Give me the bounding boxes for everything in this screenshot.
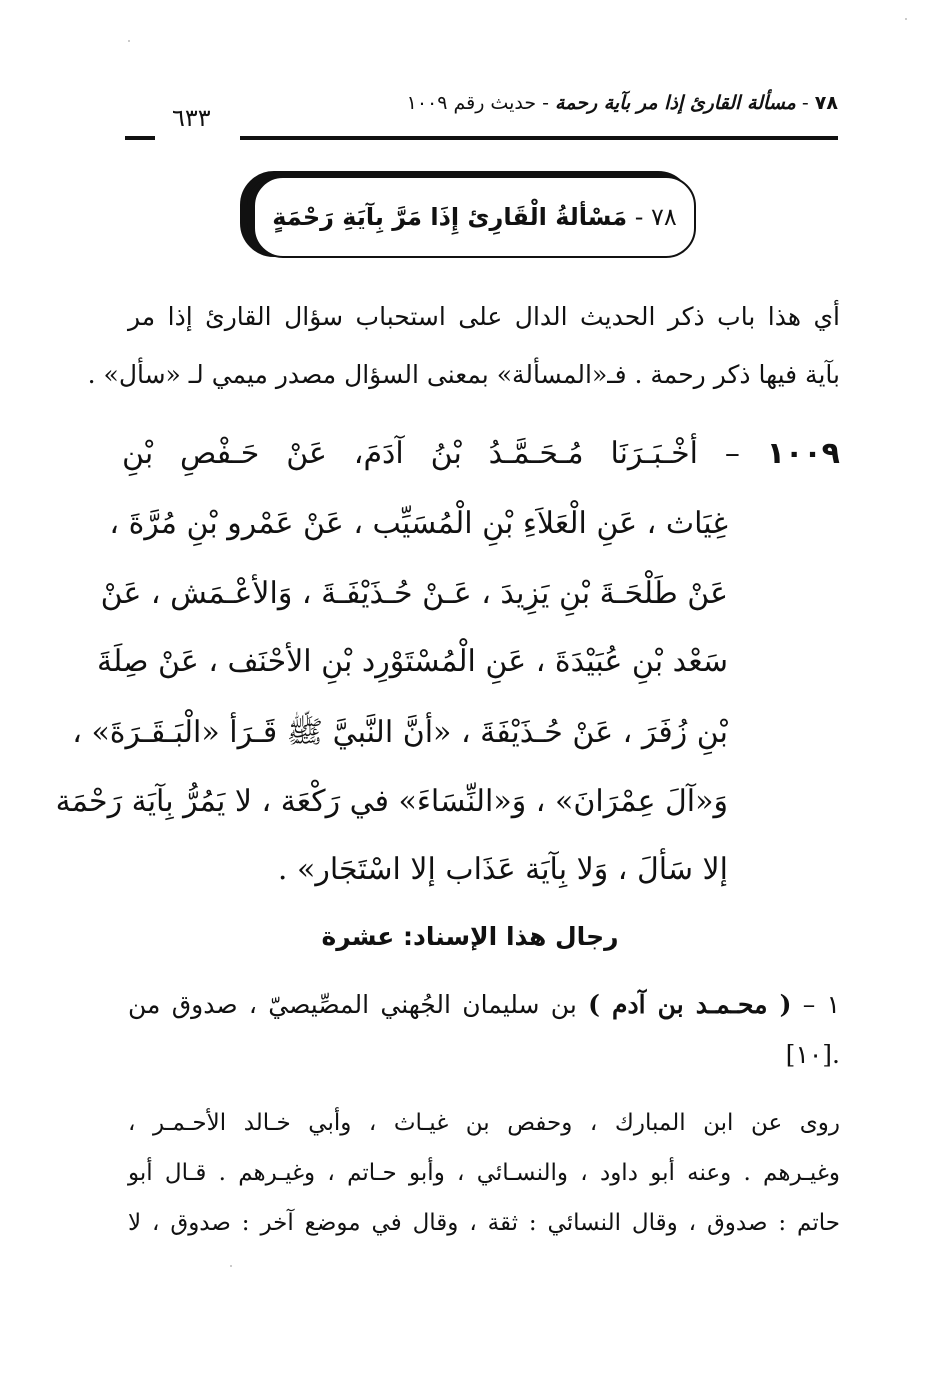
hadith-first-line	[122, 436, 840, 471]
chapter-title-text: مَسْألةُ الْقَارِئ إِذَا مَرَّ بِآيَةِ رَحْمَةٍ	[272, 203, 628, 231]
scan-speck	[128, 40, 130, 42]
intro-line: أي هذا باب ذكر الحديث الدال على استحباب سؤال القارئ إذا مر	[128, 302, 840, 331]
section-heading: رجال هذا الإسناد: عشرة	[321, 922, 619, 951]
narrator-grade: .[١٠]	[785, 1040, 840, 1069]
chapter-title-number: ٧٨	[651, 203, 677, 231]
hadith-line: غِيَاث ، عَنِ الْعَلاَءِ بْنِ الْمُسَيِّب ، عَنْ عَمْرو بْنِ مُرَّةَ ،	[109, 506, 728, 541]
running-header	[407, 92, 838, 114]
page-number: ٦٣٣	[172, 104, 211, 132]
hadith-number: ١٠٠٩	[766, 436, 840, 471]
narrator-line	[128, 990, 840, 1019]
header-hadith-ref: - حديث رقم ١٠٠٩	[406, 92, 549, 114]
notes-line: حاتم : صدوق ، وقال النسائي : ثقة ، وقال في موضع آخر : صدوق ، لا	[128, 1210, 840, 1236]
scan-speck	[230, 1265, 232, 1267]
chapter-title-box	[253, 176, 696, 258]
notes-line: روى عن ابن المبارك ، وحفص بن غيـاث ، وأبي خـالد الأحـمـر ،	[128, 1110, 840, 1136]
hadith-line: إلا سَألَ ، وَلا بِآيَة عَذَاب إلا اسْتَجَار» .	[277, 852, 728, 887]
scan-speck	[905, 18, 907, 20]
narrator-index: ١ –	[802, 990, 840, 1019]
header-separator: -	[801, 92, 809, 114]
hadith-line: سَعْد بْنِ عُبَيْدَةَ ، عَنِ الْمُسْتَوْرِد بْنِ الأحْنَف ، عَنْ صِلَةَ	[97, 644, 728, 679]
notes-line: وغيـرهم . وعنه أبو داود ، والنسـائي ، وأبو حـاتم ، وغيـرهم . قـال أبو	[128, 1160, 840, 1186]
chapter-title	[272, 203, 677, 231]
hadith-first-line-text: – أخْـبَـرَنَا مُـحَـمَّـدُ بْنُ آدَمَ، عَنْ حَـفْصِ بْنِ	[122, 436, 740, 471]
narrator-description: بن سليمان الجُهني المصِّيصيّ ، صدوق من	[128, 990, 577, 1019]
header-chapter-title: مسألة القارئ إذا مر بآية رحمة	[555, 92, 796, 114]
header-chapter-number: ٧٨	[814, 92, 838, 114]
header-rule	[240, 136, 838, 140]
page-number-rule	[125, 136, 155, 140]
hadith-line: وَ«آلَ عِمْرَانَ» ، وَ«النِّسَاءَ» في رَكْعَة ، لا يَمُرُّ بِآيَة رَحْمَة	[55, 784, 728, 819]
chapter-title-separator: -	[634, 203, 644, 231]
hadith-line: بْنِ زُفَرَ ، عَنْ حُـذَيْفَةَ ، «أنَّ النَّبيَّ ﷺ قَـرَأ «الْبَـقَـرَةَ» ،	[72, 715, 728, 750]
hadith-line: عَنْ طَلْحَـةَ بْنِ يَزِيدَ ، عَـنْ حُـذَيْفَـةَ ، وَالأعْـمَش ، عَنْ	[100, 576, 728, 611]
narrator-name: ( محـمـد بن آدم )	[588, 990, 792, 1019]
intro-line: بآية فيها ذكر رحمة . فـ«المسألة» بمعنى السؤال مصدر ميمي لـ «سأل» .	[87, 360, 840, 389]
